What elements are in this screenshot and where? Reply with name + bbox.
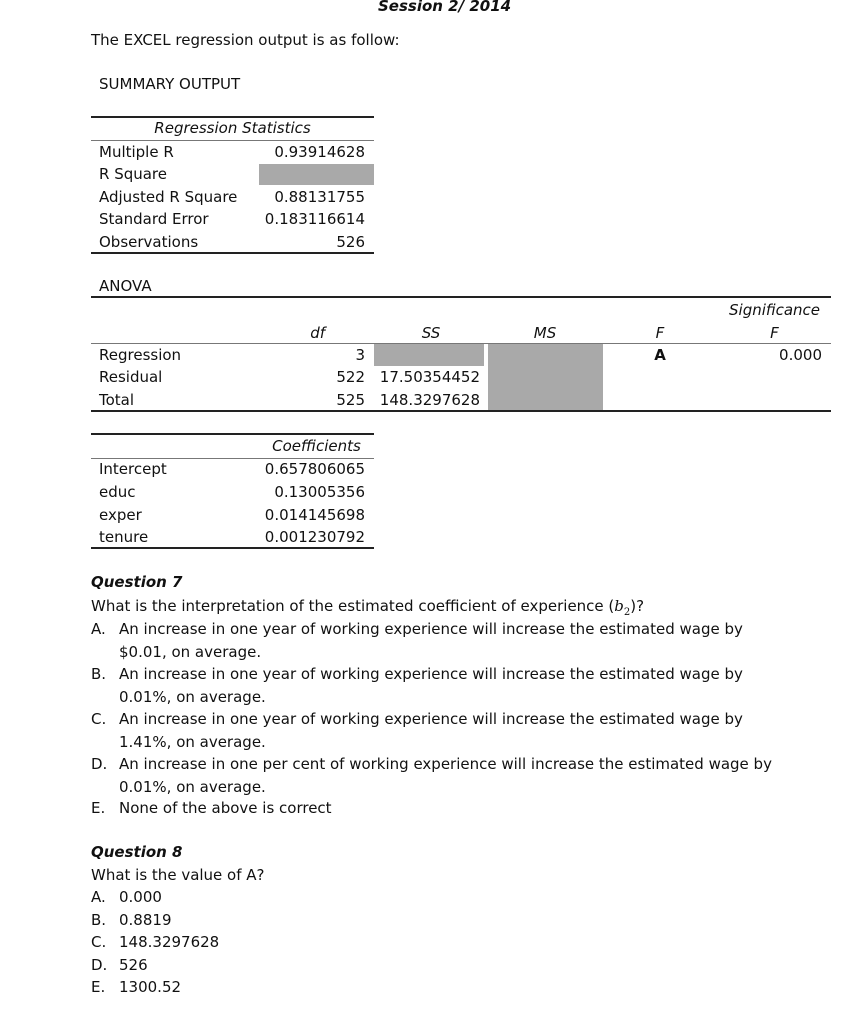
stat-label: Observations [99,233,199,251]
anova-top-rule [91,296,831,298]
session-header: Session 2/ 2014 [378,0,512,15]
coef-value: 0.001230792 [264,528,365,546]
question-7-title: Question 7 [91,573,183,591]
anova-header-ms: MS [533,324,557,342]
table-bottom-rule [91,252,374,254]
question-8-title: Question 8 [91,843,183,861]
stat-label: R Square [99,165,167,183]
anova-header-significance-f: F [770,324,779,342]
summary-output-title: SUMMARY OUTPUT [99,75,241,93]
coefficients-header: Coefficients [272,437,361,455]
anova-bottom-rule [91,410,831,412]
anova-row-label: Total [99,391,135,409]
stat-value: 0.93914628 [274,143,365,161]
question-7-option-a: A. An increase in one year of working experience will increase the estimated wage by $0.01, on average. [91,620,743,661]
anova-df: 525 [336,391,365,409]
anova-header-significance: Significance [729,301,820,319]
coef-label: exper [99,506,142,524]
stat-label: Adjusted R Square [99,188,238,206]
question-7-option-c: C. An increase in one year of working experience will increase the estimated wage by 1.41%, on average. [91,710,743,751]
anova-row-label: Residual [99,368,163,386]
anova-significance: 0.000 [779,346,822,364]
question-7-prompt: What is the interpretation of the estimated coefficient of experience $(b_2)$? [91,597,645,618]
question-8-option-a: A. 0.000 [91,888,162,906]
regression-ss-hidden-cell [374,344,484,366]
coef-top-rule [91,433,374,435]
r-square-hidden-cell [259,164,374,185]
question-7-option-d: D. An increase in one per cent of working experience will increase the estimated wage by 0.01%, on average. [91,755,772,796]
question-8-option-b: B. 0.8819 [91,911,172,929]
question-7-option-b: B. An increase in one year of working experience will increase the estimated wage by 0.01%, on average. [91,665,743,706]
coef-value: 0.657806065 [264,460,365,478]
stat-label: Standard Error [99,210,209,228]
coef-value: 0.13005356 [274,483,365,501]
stat-value: 0.88131755 [274,188,365,206]
coef-label: Intercept [99,460,167,478]
question-8-prompt: What is the value of A? [91,866,265,884]
coef-bottom-rule [91,547,374,549]
anova-header-f: F [655,324,665,342]
anova-title: ANOVA [99,277,152,295]
coef-label: tenure [99,528,149,546]
anova-header-df: df [310,324,325,342]
question-8-option-e: E. 1300.52 [91,978,182,996]
question-8-option-c: C. 148.3297628 [91,933,220,951]
stat-value: 526 [336,233,365,251]
question-8-option-d: D. 526 [91,956,148,974]
ms-hidden-cells [488,344,603,410]
anova-f-value: A [654,346,666,364]
anova-df: 522 [336,368,365,386]
coef-label: educ [99,483,136,501]
question-7-option-e: E. None of the above is correct [91,799,332,817]
anova-df: 3 [355,346,365,364]
anova-row-label: Regression [99,346,182,364]
coef-value: 0.014145698 [264,506,365,524]
anova-ss: 17.50354452 [379,368,480,386]
stat-value: 0.183116614 [264,210,365,228]
table-header-rule [91,140,374,141]
regression-statistics-title: Regression Statistics [154,119,311,137]
anova-ss: 148.3297628 [379,391,480,409]
intro-text: The EXCEL regression output is as follow: [91,31,400,49]
anova-header-ss: SS [421,324,441,342]
stat-label: Multiple R [99,143,174,161]
